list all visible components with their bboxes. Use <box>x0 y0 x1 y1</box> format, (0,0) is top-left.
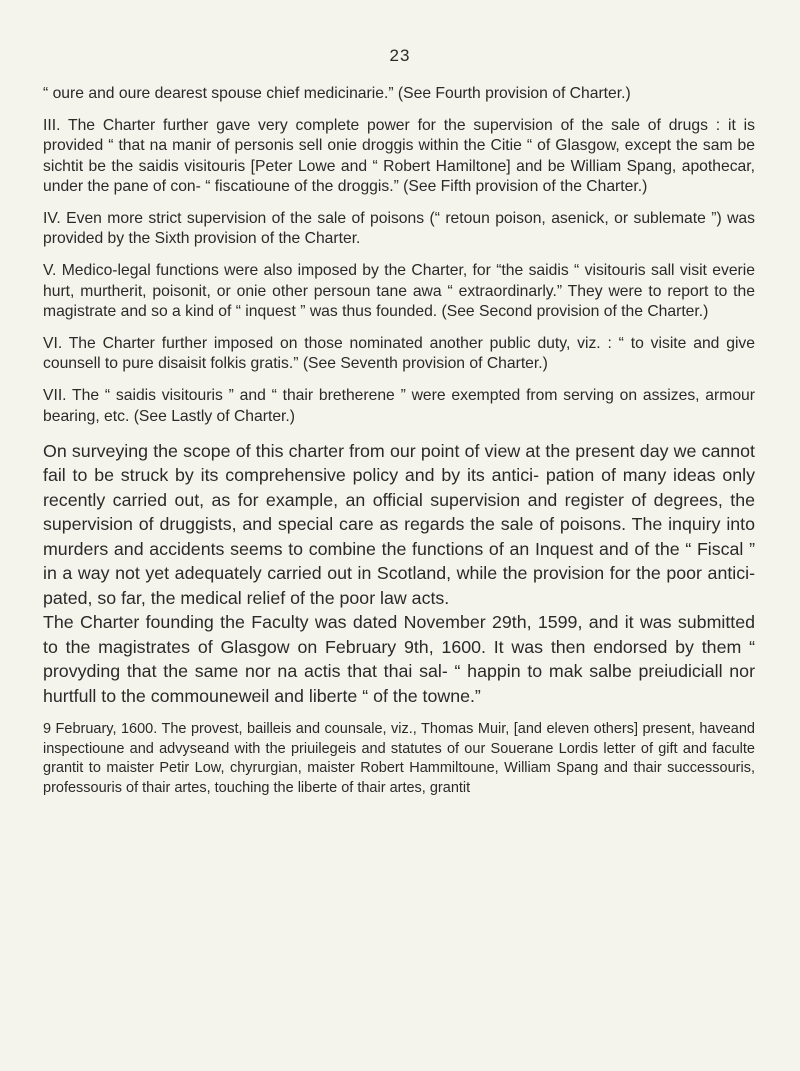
paragraph-exemptions: VII. The “ saidis visitouris ” and “ thair bretherene ” were exempted from serving on assizes, armour bearing, etc. (See Lastly of Charter.) <box>43 387 755 425</box>
page-number: 23 <box>389 46 411 65</box>
paragraph-drug-supervision: III. The Charter further gave very complete power for the supervision of the sale of drugs : it is provided “ that na manir of personis sell onie droggis within the Citie “ of Glasgow, except the sam be sichtit be the saidis visitouris [Peter Lowe and “ Robert Hamiltone] and be William Spang, apothecar, under the pane of con- “ fiscatioune of the droggis.” (See Fifth provision of the Charter.) <box>43 117 755 195</box>
paragraph-charter-scope: On surveying the scope of this charter from our point of view at the present day we cannot fail to be struck by its comprehensive policy and by its antici- pation of many ideas only recently carried out, as for example, an official supervision and register of degrees, the supervision of druggists, and special care as regards the sale of poisons. The inquiry into murders and accidents seems to combine the functions of an Inquest and of the “ Fiscal ” in a way not yet adequately carried out in Scotland, while the provision for the poor antici- pated, so far, the medical relief of the poor law acts. <box>43 440 755 608</box>
paragraph-charter-date: The Charter founding the Faculty was dated November 29th, 1599, and it was submitted to the magistrates of Glasgow on February 9th, 1600. It was then endorsed by them “ provyding that the same nor na actis that thai sal- “ happin to mak salbe preiudiciall nor hurtfull to the commouneweil and liberte “ of the towne.” <box>43 612 755 706</box>
paragraph-public-duty: VI. The Charter further imposed on those nominated another public duty, viz. : “ to visite and give counsell to pure disaisit folkis gratis.” (See Seventh provision of Charter.) <box>43 335 755 373</box>
page-content <box>43 84 755 798</box>
paragraph-poison-supervision: IV. Even more strict supervision of the sale of poisons (“ retoun poison, asenick, or sublemate ”) was provided by the Sixth provision of the Charter. <box>43 210 755 248</box>
paragraph-medico-legal: V. Medico-legal functions were also imposed by the Charter, for “the saidis “ visitouris sall visit everie hurt, murtherit, poisonit, or onie other persoun tane awa “ extraordinarly.” They were to report to the magistrate and so a kind of “ inquest ” was thus founded. (See Second provision of the Charter.) <box>43 262 755 320</box>
paragraph-charter-spouse: “ oure and oure dearest spouse chief medicinarie.” (See Fourth provision of Charter.) <box>43 85 631 102</box>
paragraph-record-extract: 9 February, 1600. The provest, bailleis and counsale, viz., Thomas Muir, [and eleven others] present, haveand inspectioune and advyseand with the priuilegeis and statutes of our Souerane Lordis letter of gift and faculte grantit to maister Petir Low, chyrurgian, maister Robert Hammiltoune, William Spang and thair successouris, professouris of thair artes, touching the liberte of thair artes, grantit <box>43 721 755 796</box>
